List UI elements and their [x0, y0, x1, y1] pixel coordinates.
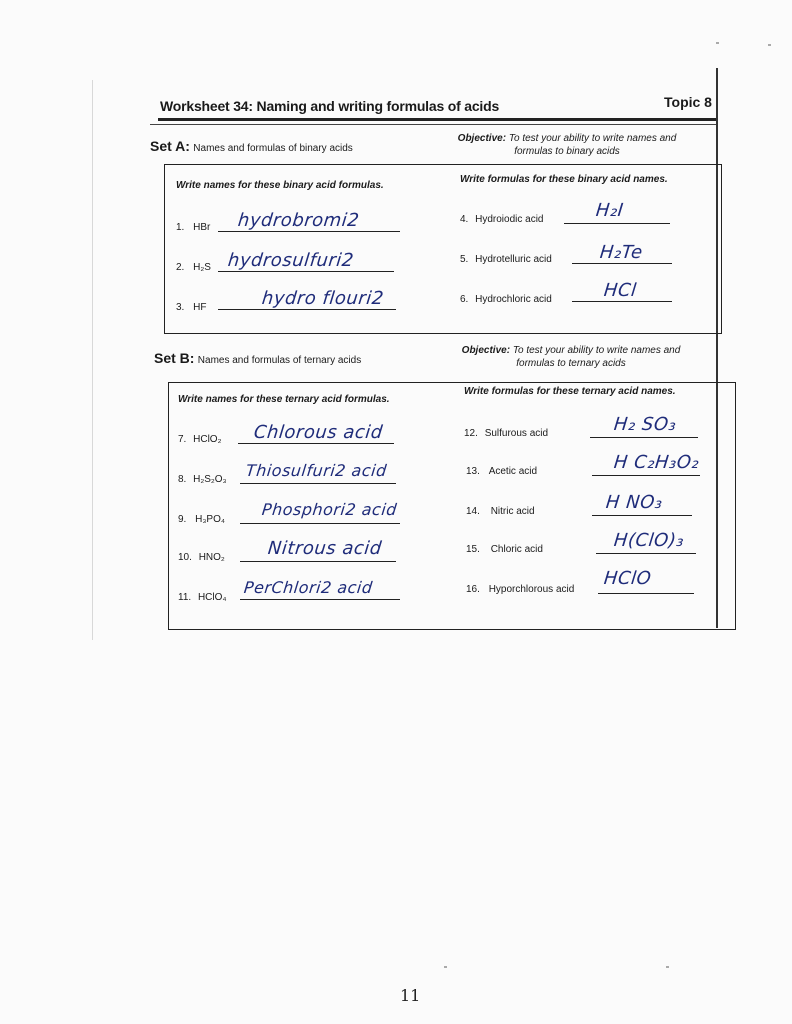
title-rule-thin — [150, 124, 716, 125]
question-prompt: HNO₂ — [198, 552, 225, 563]
question-number: 4. — [460, 214, 469, 225]
question-prompt: Hydrotelluric acid — [475, 254, 552, 265]
answer-7: Chlorous acid — [252, 422, 384, 443]
answer-line-15[interactable] — [596, 552, 696, 554]
answer-2: hydrosulfuri2 — [226, 250, 355, 271]
set-b-left-heading: Write names for these ternary acid formulas. — [178, 394, 390, 405]
question-prompt: Acetic acid — [488, 466, 538, 477]
answer-12: H₂ SO₃ — [612, 414, 678, 435]
answer-line-8[interactable] — [240, 482, 396, 484]
answer-line-14[interactable] — [592, 514, 692, 516]
question-number: 14. — [466, 506, 480, 517]
scan-speck — [444, 966, 447, 968]
question-prompt: HBr — [193, 222, 211, 233]
set-a-objective-line2: formulas to binary acids — [514, 146, 620, 157]
question-prompt: Hydrochloric acid — [475, 294, 552, 305]
question-14 — [466, 506, 535, 517]
question-16 — [466, 584, 574, 595]
set-a-right-heading: Write formulas for these binary acid names. — [460, 174, 668, 185]
question-prompt: HClO₂ — [193, 434, 222, 445]
question-6 — [460, 294, 552, 305]
question-prompt: HClO₄ — [197, 592, 227, 603]
question-prompt: H₂S — [193, 262, 211, 273]
set-b-objective — [440, 344, 702, 370]
question-number: 3. — [176, 302, 185, 313]
answer-line-12[interactable] — [590, 436, 698, 438]
scan-speck — [716, 42, 719, 44]
question-number: 6. — [460, 294, 469, 305]
question-12 — [464, 428, 548, 439]
question-number: 10. — [178, 552, 192, 563]
topic-label: Topic 8 — [664, 94, 712, 110]
answer-10: Nitrous acid — [266, 538, 383, 559]
question-number: 9. — [178, 514, 187, 525]
question-7 — [178, 434, 221, 445]
question-number: 12. — [464, 428, 478, 439]
question-number: 11. — [178, 592, 192, 603]
title-rule — [158, 118, 716, 121]
question-prompt: H₂S₂O₃ — [193, 474, 227, 485]
question-11 — [178, 592, 226, 603]
set-a-objective-line1: To test your ability to write names and — [508, 133, 677, 144]
question-prompt: Chloric acid — [490, 544, 543, 555]
answer-line-4[interactable] — [564, 222, 670, 224]
answer-3: hydro flouri2 — [260, 288, 385, 309]
question-number: 7. — [178, 434, 187, 445]
question-number: 15. — [466, 544, 480, 555]
answer-line-16[interactable] — [598, 592, 694, 594]
set-b-objective-line2: formulas to ternary acids — [516, 358, 626, 369]
answer-4: H₂I — [594, 200, 625, 221]
question-2 — [176, 262, 211, 273]
question-number: 8. — [178, 474, 187, 485]
set-b-heading — [154, 350, 361, 366]
question-8 — [178, 474, 227, 485]
scan-speck — [768, 44, 771, 46]
answer-6: HCl — [602, 280, 638, 301]
set-b-objective-label: Objective: — [461, 345, 511, 356]
answer-5: H₂Te — [598, 242, 644, 263]
set-b-subtitle: Names and formulas of ternary acids — [197, 355, 362, 366]
set-a-subtitle: Names and formulas of binary acids — [193, 143, 353, 154]
set-b-objective-line1: To test your ability to write names and — [512, 345, 681, 356]
question-4 — [460, 214, 544, 225]
scan-edge-line — [92, 80, 93, 640]
question-prompt: Sulfurous acid — [484, 428, 549, 439]
question-1 — [176, 222, 210, 233]
question-prompt: Nitric acid — [490, 506, 535, 517]
answer-line-13[interactable] — [592, 474, 700, 476]
question-13 — [466, 466, 537, 477]
question-10 — [178, 552, 225, 563]
set-a-objective — [436, 132, 698, 158]
question-prompt: Hyporchlorous acid — [488, 584, 575, 595]
set-b-label: Set B: — [154, 350, 195, 366]
answer-15: H(ClO)₃ — [612, 530, 686, 551]
question-number: 2. — [176, 262, 185, 273]
question-prompt: H₃PO₄ — [195, 514, 225, 525]
question-prompt: Hydroiodic acid — [475, 214, 544, 225]
answer-1: hydrobromi2 — [236, 210, 361, 231]
answer-line-11[interactable] — [240, 598, 400, 600]
question-15 — [466, 544, 543, 555]
set-a-left-heading: Write names for these binary acid formulas. — [176, 180, 384, 191]
set-b-right-heading: Write formulas for these ternary acid names. — [464, 386, 676, 397]
answer-line-9[interactable] — [240, 522, 400, 524]
page-number: 11 — [400, 986, 421, 1005]
question-3 — [176, 302, 206, 313]
question-5 — [460, 254, 552, 265]
set-a-label: Set A: — [150, 138, 190, 154]
scan-speck — [666, 966, 669, 968]
question-number: 16. — [466, 584, 480, 595]
set-a-heading — [150, 138, 353, 154]
question-number: 5. — [460, 254, 469, 265]
answer-9: Phosphori2 acid — [261, 500, 398, 519]
question-number: 1. — [176, 222, 185, 233]
answer-11: PerChlori2 acid — [243, 578, 374, 597]
answer-16: HClO — [602, 568, 653, 589]
set-a-objective-label: Objective: — [457, 133, 507, 144]
question-number: 13. — [466, 466, 480, 477]
answer-13: H C₂H₃O₂ — [612, 452, 701, 473]
worksheet-title: Worksheet 34: Naming and writing formulas of acids — [160, 98, 500, 114]
question-prompt: HF — [193, 302, 207, 313]
question-9 — [178, 514, 225, 525]
answer-8: Thiosulfuri2 acid — [245, 461, 388, 480]
answer-14: H NO₃ — [604, 492, 664, 513]
answer-line-10[interactable] — [240, 560, 396, 562]
